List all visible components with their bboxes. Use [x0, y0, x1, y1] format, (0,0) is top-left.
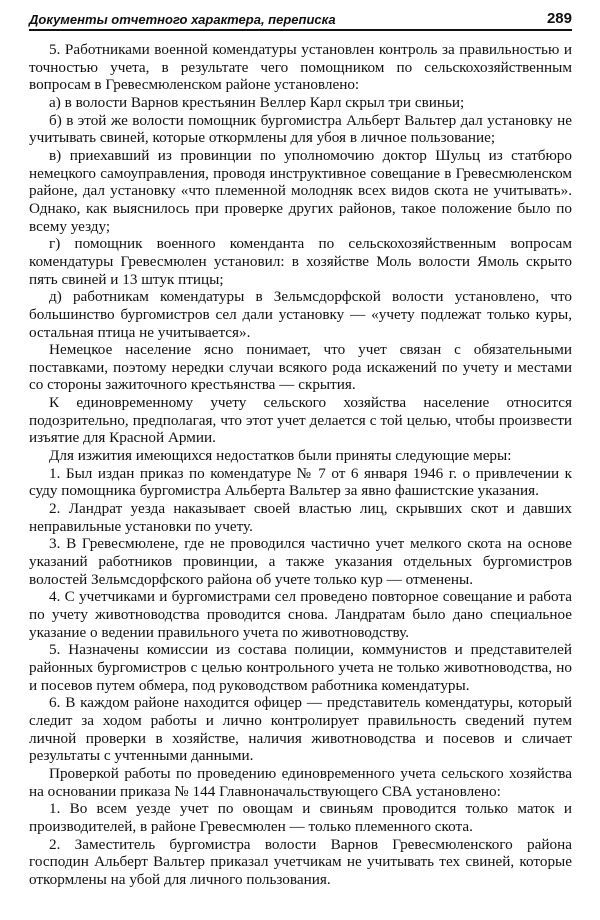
document-body [29, 41, 572, 889]
paragraph: Проверкой работы по проведению единовременного учета сельского хозяйства на основании приказа № 144 Главноначальствующего СВА установлено: [29, 764, 572, 800]
paragraph: 5. Работниками военной комендатуры установлен контроль за правильностью и точностью учета, в результате чего помощником по сельскохозяйственным вопросам в Гревесмюленском районе установлено: [29, 41, 572, 94]
paragraph: Для изжития имеющихся недостатков были приняты следующие меры: [49, 447, 512, 465]
paragraph: 6. В каждом районе находится офицер — представитель комендатуры, который следит за ходом работы и лично контролирует правильность сведений путем личной проверки в хозяйстве, наличия животноводства и посевов и сличает результаты с учтенными данными. [29, 694, 572, 765]
paragraph: в) приехавший из провинции по уполномочию доктор Шульц из статбюро немецкого самоуправления, проводя инструктивное совещание в Гревесмюленском районе, дал установку «что племенной молодняк всех видов скота не учитывать». Однако, как выяснилось при проверке других районов, такое положение было по всему уезду; [29, 146, 572, 235]
paragraph: 1. Во всем уезде учет по овощам и свиньям проводится только маток и производителей, в районе Гревесмюлен — только племенного скота. [29, 800, 572, 835]
page-number: 289 [546, 10, 572, 27]
paragraph: 1. Был издан приказ по комендатуре № 7 от 6 января 1946 г. о привлечении к суду помощника бургомистра Альберта Вальтер за явно фашистские указания. [29, 464, 572, 500]
paragraph: 2. Заместитель бургомистра волости Варнов Гревесмюленского района господин Альберт Вальтер приказал учетчикам не учитывать тех свиней, которые откормлены на убой для личного пользования. [29, 835, 572, 888]
paragraph: Немецкое население ясно понимает, что учет связан с обязательными поставками, поэтому нередки случаи всякого рода искажений по учету и местами со стороны зажиточного крестьянства — скрытия. [29, 341, 572, 394]
paragraph: К единовременному учету сельского хозяйства население относится подозрительно, предполагая, что этот учет делается с той целью, чтобы произвести изъятие для Красной Армии. [29, 394, 572, 447]
section-title: Документы отчетного характера, переписка [29, 12, 336, 27]
paragraph: г) помощник военного коменданта по сельскохозяйственным вопросам комендатуры Гревесмюлен установил: в хозяйстве Моль волости Ямоль скрыто пять свиней и 13 штук птицы; [29, 235, 572, 288]
paragraph: 4. С учетчиками и бургомистрами сел проведено повторное совещание и работа по учету животноводства проводится снова. Ландратам было дано специальное указание о ведении правильного учета по животноводству. [29, 588, 572, 641]
running-head [29, 10, 572, 31]
paragraph: 3. В Гревесмюлене, где не проводился частично учет мелкого скота на основе указаний работников провинции, а также указания отдельных бургомистров волостей Зельмсдорфского района об учете только кур — отменены. [29, 535, 572, 588]
paragraph: 5. Назначены комиссии из состава полиции, коммунистов и представителей районных бургомистров с целью контрольного учета не только животноводства, но и посевов путем обмера, под руководством работника комендатуры. [29, 641, 572, 694]
paragraph: б) в этой же волости помощник бургомистра Альберт Вальтер дал установку не учитывать свиней, которые откормлены для убоя в личное пользование; [29, 111, 572, 147]
paragraph: а) в волости Варнов крестьянин Веллер Карл скрыл три свиньи; [49, 93, 465, 111]
paragraph: д) работникам комендатуры в Зельмсдорфской волости установлено, что большинство бургомистров сел дали установку — «учету подлежат только куры, остальная птица не учитывается». [29, 288, 572, 341]
paragraph: 2. Ландрат уезда наказывает своей властью лиц, скрывших скот и давших неправильные установки по учету. [29, 500, 572, 535]
